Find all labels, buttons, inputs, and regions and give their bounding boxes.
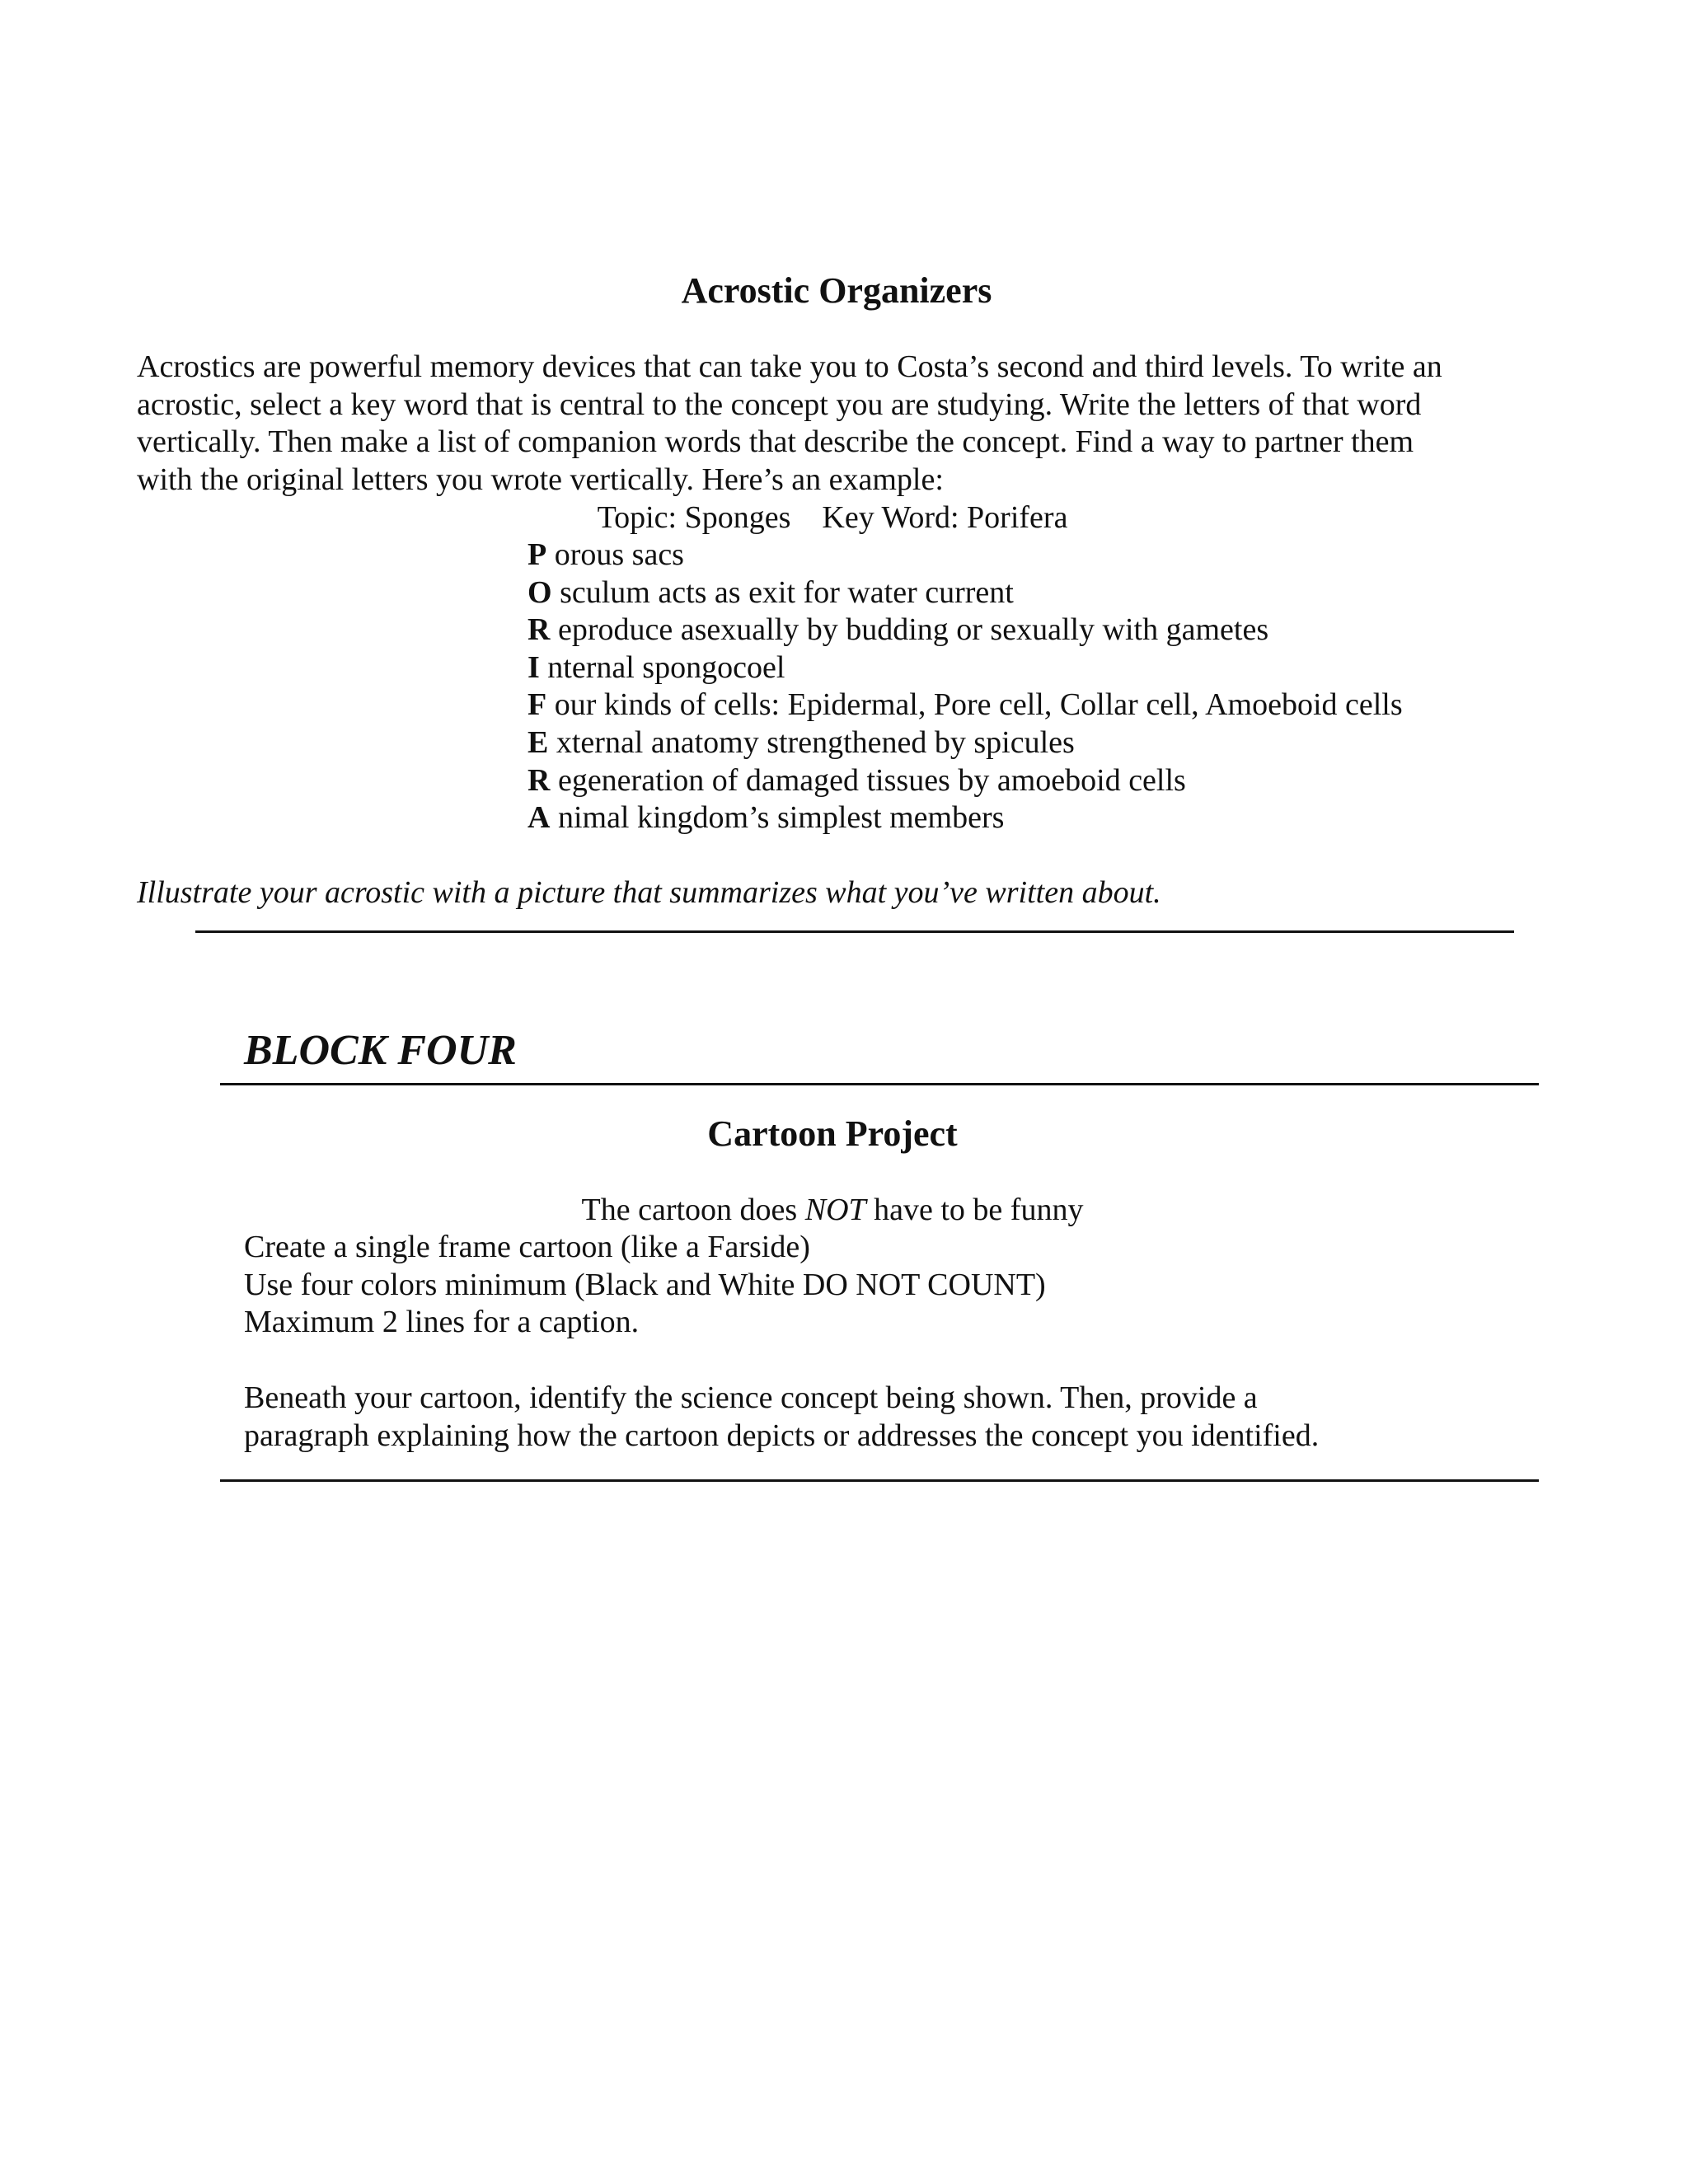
intro-paragraph [137, 349, 1442, 499]
rule-item: Maximum 2 lines for a caption. [244, 1305, 640, 1340]
heading-underline [220, 1083, 1539, 1085]
acrostic-letter: A [528, 800, 551, 836]
cartoon-project-title: Cartoon Project [707, 1113, 958, 1154]
acrostic-row [528, 799, 1403, 837]
funny-text-after: have to be funny [865, 1193, 1084, 1227]
illustrate-instruction: Illustrate your acrostic with a picture that summarizes what you’ve written about. [137, 875, 1161, 910]
acrostic-row [528, 724, 1403, 762]
not-funny-line [0, 1192, 1665, 1229]
funny-emphasis: NOT [804, 1193, 866, 1227]
funny-text-before: The cartoon does [581, 1193, 805, 1227]
acrostic-row [528, 687, 1403, 724]
intro-line: with the original letters you wrote vertically. Here’s an example: [137, 462, 944, 498]
acrostic-row [528, 612, 1403, 649]
block-four-heading: BLOCK FOUR [244, 1027, 517, 1074]
rule-item: Create a single frame cartoon (like a Farside) [244, 1230, 810, 1264]
acrostic-text: eproduce asexually by budding or sexually with gametes [550, 612, 1269, 648]
acrostic-letter: R [528, 762, 551, 798]
beneath-line: Beneath your cartoon, identify the science concept being shown. Then, provide a [244, 1380, 1258, 1415]
section-divider [195, 930, 1514, 933]
acrostic-row [528, 574, 1403, 612]
acrostic-list [528, 537, 1403, 837]
intro-line: Acrostics are powerful memory devices that can take you to Costa’s second and third levels. To write an [137, 349, 1442, 384]
intro-line: acrostic, select a key word that is central to the concept you are studying. Write the letters of that word [137, 387, 1422, 422]
acrostic-letter: F [528, 687, 547, 723]
topic-keyword-line: Topic: Sponges Key Word: Porifera [597, 500, 1068, 535]
acrostic-row [528, 649, 1403, 687]
acrostic-letter: O [528, 574, 552, 610]
closing-divider [220, 1479, 1539, 1482]
acrostic-letter: I [528, 649, 540, 685]
beneath-line: paragraph explaining how the cartoon depicts or addresses the concept you identified. [244, 1418, 1320, 1453]
acrostic-text: nimal kingdom’s simplest members [550, 800, 1005, 836]
page-title: Acrostic Organizers [681, 270, 992, 311]
acrostic-letter: E [528, 724, 549, 760]
intro-line: vertically. Then make a list of companion words that describe the concept. Find a way to partner them [137, 424, 1414, 460]
acrostic-letter: R [528, 612, 551, 648]
acrostic-letter: P [528, 537, 547, 572]
acrostic-text: sculum acts as exit for water current [551, 574, 1014, 610]
rule-item: Use four colors minimum (Black and White DO NOT COUNT) [244, 1267, 1046, 1302]
acrostic-row [528, 537, 1403, 574]
acrostic-text: xternal anatomy strengthened by spicules [548, 724, 1075, 760]
acrostic-text: nternal spongocoel [539, 649, 785, 685]
cartoon-rules [244, 1229, 1046, 1342]
acrostic-text: orous sacs [546, 537, 684, 572]
beneath-paragraph [244, 1380, 1319, 1455]
acrostic-row [528, 762, 1403, 800]
acrostic-text: our kinds of cells: Epidermal, Pore cell, Collar cell, Amoeboid cells [546, 687, 1403, 723]
acrostic-text: egeneration of damaged tissues by amoeboid cells [550, 762, 1186, 798]
